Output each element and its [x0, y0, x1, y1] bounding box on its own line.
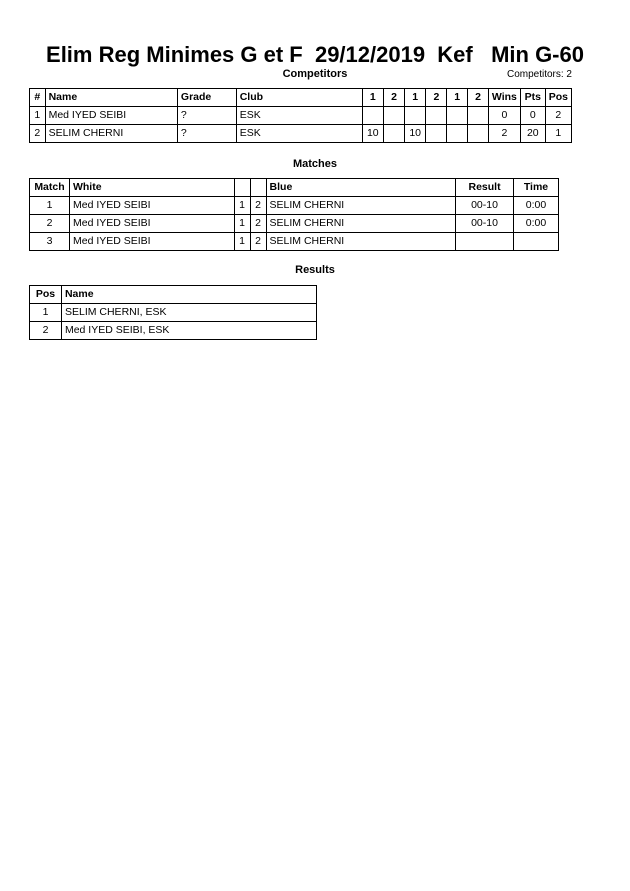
- cell-blue: SELIM CHERNI: [266, 215, 456, 233]
- cell-white: Med IYED SEIBI: [69, 233, 234, 251]
- col-header-pos: Pos: [30, 286, 62, 304]
- table-header-row: [30, 286, 317, 304]
- col-header-score-3: 1: [404, 89, 426, 107]
- cell-number: 1: [30, 107, 46, 125]
- cell-score-3: [404, 107, 426, 125]
- cell-pos: 1: [545, 125, 571, 143]
- table-row: [30, 322, 317, 340]
- col-header-name: Name: [61, 286, 316, 304]
- table-row: [30, 215, 559, 233]
- cell-pos: 1: [30, 304, 62, 322]
- cell-score-4: [426, 125, 447, 143]
- cell-match: 1: [30, 197, 70, 215]
- table-row: [30, 304, 317, 322]
- cell-score-1: 10: [362, 125, 384, 143]
- cell-time: 0:00: [514, 215, 559, 233]
- cell-wins: 2: [488, 125, 520, 143]
- col-header-white: White: [69, 179, 234, 197]
- cell-score-6: [468, 107, 489, 125]
- cell-match: 3: [30, 233, 70, 251]
- col-header-white-score-2: [250, 179, 266, 197]
- cell-white: Med IYED SEIBI: [69, 215, 234, 233]
- cell-score-1: [362, 107, 384, 125]
- col-header-grade: Grade: [177, 89, 236, 107]
- col-header-pos: Pos: [545, 89, 571, 107]
- matches-table: [29, 178, 559, 251]
- table-row: [30, 125, 572, 143]
- col-header-score-4: 2: [426, 89, 447, 107]
- cell-white-score-1: 1: [234, 233, 250, 251]
- cell-club: ESK: [236, 107, 362, 125]
- competitors-count: Competitors: 2: [506, 69, 572, 80]
- page-title: Elim Reg Minimes G et F 29/12/2019 Kef Min G-60: [46, 42, 584, 67]
- results-table: [29, 285, 317, 340]
- cell-score-6: [468, 125, 489, 143]
- cell-club: ESK: [236, 125, 362, 143]
- matches-heading: Matches: [292, 158, 338, 170]
- cell-result: 00-10: [456, 215, 514, 233]
- col-header-score-5: 1: [447, 89, 468, 107]
- cell-blue: SELIM CHERNI: [266, 197, 456, 215]
- col-header-score-1: 1: [362, 89, 384, 107]
- table-header-row: [30, 89, 572, 107]
- cell-wins: 0: [488, 107, 520, 125]
- table-row: [30, 233, 559, 251]
- cell-grade: ?: [177, 125, 236, 143]
- cell-result: [456, 233, 514, 251]
- cell-pts: 0: [520, 107, 545, 125]
- table-row: [30, 107, 572, 125]
- col-header-name: Name: [45, 89, 177, 107]
- table-row: [30, 197, 559, 215]
- cell-time: 0:00: [514, 197, 559, 215]
- cell-grade: ?: [177, 107, 236, 125]
- cell-white-score-1: 1: [234, 215, 250, 233]
- cell-score-3: 10: [404, 125, 426, 143]
- cell-time: [514, 233, 559, 251]
- cell-pos: 2: [30, 322, 62, 340]
- cell-name: Med IYED SEIBI, ESK: [61, 322, 316, 340]
- cell-pos: 2: [545, 107, 571, 125]
- cell-score-4: [426, 107, 447, 125]
- col-header-club: Club: [236, 89, 362, 107]
- cell-result: 00-10: [456, 197, 514, 215]
- col-header-blue: Blue: [266, 179, 456, 197]
- competitors-table: [29, 88, 572, 143]
- cell-blue: SELIM CHERNI: [266, 233, 456, 251]
- col-header-result: Result: [456, 179, 514, 197]
- cell-score-2: [384, 125, 405, 143]
- table-header-row: [30, 179, 559, 197]
- cell-score-5: [447, 125, 468, 143]
- col-header-white-score-1: [234, 179, 250, 197]
- cell-name: Med IYED SEIBI: [45, 107, 177, 125]
- col-header-score-6: 2: [468, 89, 489, 107]
- cell-white: Med IYED SEIBI: [69, 197, 234, 215]
- col-header-pts: Pts: [520, 89, 545, 107]
- cell-score-5: [447, 107, 468, 125]
- cell-name: SELIM CHERNI: [45, 125, 177, 143]
- col-header-wins: Wins: [488, 89, 520, 107]
- cell-white-score-2: 2: [250, 215, 266, 233]
- cell-match: 2: [30, 215, 70, 233]
- cell-score-2: [384, 107, 405, 125]
- col-header-score-2: 2: [384, 89, 405, 107]
- results-heading: Results: [295, 264, 335, 276]
- col-header-number: #: [30, 89, 46, 107]
- cell-name: SELIM CHERNI, ESK: [61, 304, 316, 322]
- cell-number: 2: [30, 125, 46, 143]
- competitors-heading: Competitors: [282, 68, 348, 80]
- cell-white-score-2: 2: [250, 233, 266, 251]
- cell-white-score-1: 1: [234, 197, 250, 215]
- col-header-match: Match: [30, 179, 70, 197]
- cell-white-score-2: 2: [250, 197, 266, 215]
- cell-pts: 20: [520, 125, 545, 143]
- col-header-time: Time: [514, 179, 559, 197]
